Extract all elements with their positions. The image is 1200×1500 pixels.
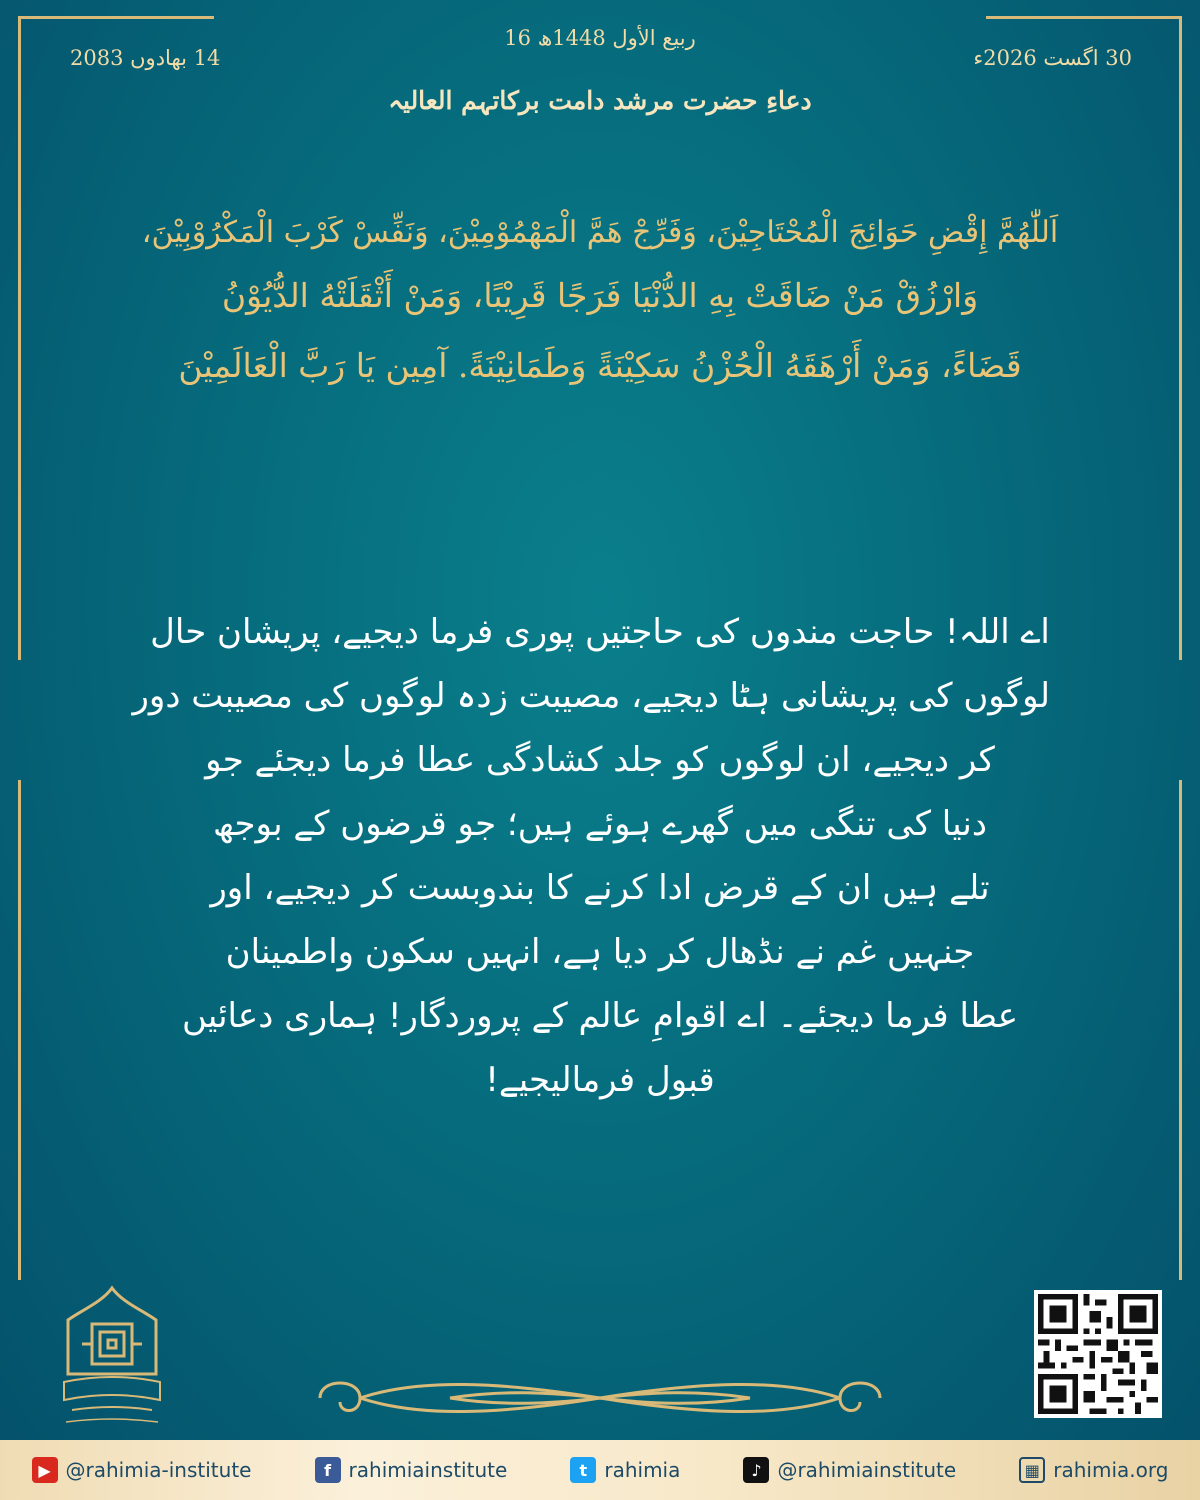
translation-urdu bbox=[132, 600, 1050, 1112]
translation-line: دنیا کی تنگی میں گھرے ہوئے ہیں؛ جو قرضوں کے بوجھ bbox=[213, 804, 987, 844]
translation-line: تلے ہیں ان کے قرض ادا کرنے کا بندوبست کر دیجیے، اور bbox=[210, 868, 990, 908]
dua-arabic-line-1: اَللّٰهُمَّ إِقْضِ حَوَائِجَ الْمُحْتَاجِيْنَ، وَفَرِّجْ هَمَّ الْمَهْمُوْمِيْنَ، وَنَفِّسْ كَرْبَ الْمَكْرُوْبِيْنَ، bbox=[141, 215, 1059, 250]
ornament-divider bbox=[300, 1368, 900, 1428]
facebook-icon: f bbox=[315, 1457, 341, 1483]
bikrami-date: 14 بھادوں 2083 bbox=[70, 46, 221, 70]
gregorian-date: 30 اگست 2026ء bbox=[973, 46, 1132, 70]
footer-social-bar bbox=[0, 1440, 1200, 1500]
twitter-handle: rahimia bbox=[604, 1458, 681, 1482]
website-url: rahimia.org bbox=[1053, 1458, 1169, 1482]
translation-line: لوگوں کی پریشانی ہٹا دیجیے، مصیبت زدہ لوگوں کی مصیبت دور bbox=[132, 676, 1050, 716]
frame-top-left bbox=[18, 16, 214, 19]
translation-line: قبول فرمالیجیے! bbox=[485, 1060, 715, 1100]
page-title: دعاءِ حضرت مرشد دامت برکاتہم العالیہ bbox=[388, 86, 812, 115]
twitter-icon: t bbox=[570, 1457, 596, 1483]
youtube-icon: ▶ bbox=[32, 1457, 58, 1483]
rahimia-logo-icon bbox=[42, 1282, 182, 1432]
dua-arabic bbox=[80, 205, 1120, 401]
globe-icon: ▦ bbox=[1019, 1457, 1045, 1483]
tiktok-icon: ♪ bbox=[743, 1457, 769, 1483]
website-link[interactable] bbox=[1019, 1457, 1168, 1483]
hijri-date: 16 ربیع الأول 1448ھ bbox=[504, 26, 696, 50]
facebook-handle: rahimiainstitute bbox=[348, 1458, 508, 1482]
youtube-handle: @rahimia-institute bbox=[65, 1458, 252, 1482]
dua-arabic-line-3: قَضَاءً، وَمَنْ أَرْهَقَهُ الْحُزْنُ سَكِيْنَةً وَطَمَانِيْنَةً. آمِين يَا رَبَّ الْعَالَمِيْنَ bbox=[178, 346, 1022, 385]
translation-line: اے اللہ! حاجت مندوں کی حاجتیں پوری فرما دیجیے، پریشان حال bbox=[150, 612, 1050, 652]
dua-arabic-line-2: وَارْزُقْ مَنْ ضَاقَتْ بِهِ الدُّنْيَا فَرَجًا قَرِيْبًا، وَمَنْ أَثْقَلَتْهُ الدُّيُوْنُ bbox=[221, 276, 979, 315]
twitter-link[interactable] bbox=[570, 1457, 680, 1483]
qr-code-icon[interactable] bbox=[1034, 1290, 1162, 1418]
translation-line: جنہیں غم نے نڈھال کر دیا ہے، انہیں سکون واطمینان bbox=[225, 932, 975, 972]
tiktok-handle: @rahimiainstitute bbox=[777, 1458, 957, 1482]
frame-top-right bbox=[986, 16, 1182, 19]
youtube-link[interactable] bbox=[32, 1457, 252, 1483]
frame-right-bottom bbox=[1179, 780, 1182, 1280]
translation-line: کر دیجیے، ان لوگوں کو جلد کشادگی عطا فرما دیجئے جو bbox=[205, 740, 995, 780]
tiktok-link[interactable] bbox=[743, 1457, 956, 1483]
facebook-link[interactable] bbox=[315, 1457, 508, 1483]
frame-left-bottom bbox=[18, 780, 21, 1280]
translation-line: عطا فرما دیجئے۔ اے اقوامِ عالم کے پروردگار! ہماری دعائیں bbox=[181, 996, 1019, 1036]
